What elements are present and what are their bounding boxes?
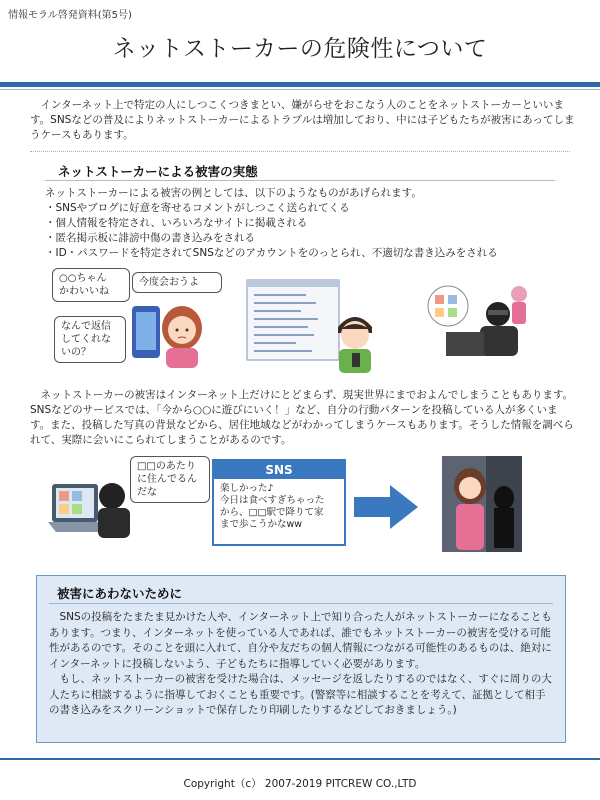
- speech-bubble-reply: [54, 316, 126, 363]
- prevention-box: [36, 575, 566, 743]
- sns-post-line: 今日は食べすぎちゃった: [220, 495, 325, 506]
- list-item: ・匿名掲示板に誹謗中傷の書き込みをされる: [45, 232, 255, 244]
- bubble-text: ○○ちゃん: [59, 273, 107, 284]
- sns-post-line: から、□□駅で降りて家: [220, 507, 324, 518]
- bubble-text: に住んでるん: [137, 474, 197, 485]
- sns-post-card: [212, 459, 346, 546]
- sns-post-line: 楽しかった♪: [220, 483, 274, 494]
- series-label: 情報モラル啓発資料(第5号): [8, 10, 132, 21]
- arrow-right-icon: [354, 485, 420, 529]
- section-heading-damage: ネットストーカーによる被害の実態: [58, 164, 258, 179]
- section-heading-underline: [45, 180, 555, 181]
- list-item: ・ID・パスワードを特定されてSNSなどのアカウントをのっとられ、不適切な書き込みをされる: [45, 247, 498, 259]
- bubble-text: □□のあたり: [137, 461, 196, 472]
- sns-label: SNS: [214, 461, 344, 479]
- footer-divider: [0, 758, 600, 760]
- bubble-text: してくれな: [61, 334, 111, 345]
- bubble-text: 今度会おうよ: [139, 277, 199, 288]
- prevention-paragraph: もし、ネットストーカーの被害を受けた場合は、メッセージを返したりするのではなく、すぐに周りの大人たちに相談するように指導しておくことも重要です。(警察等に相談することを考えて、証拠として相手の書き込みをスクリーンショットで保存したり印刷したりするなどしておきましょう。): [49, 673, 552, 716]
- bubble-text: だな: [137, 487, 157, 498]
- stalker-laptop-illustration: [48, 470, 134, 545]
- bubble-text: いの？: [61, 347, 91, 358]
- damage-list: [45, 186, 585, 261]
- sns-post-body: [214, 479, 344, 535]
- copyright: Copyright（c） 2007-2019 PITCREW CO.,LTD: [183, 778, 417, 790]
- girl-followed-illustration: [442, 456, 522, 552]
- bubble-text: なんで返信: [61, 321, 111, 332]
- girl-with-phone-illustration: [128, 290, 208, 370]
- prevention-heading: 被害にあわないために: [57, 586, 183, 601]
- prevention-heading-underline: [49, 603, 553, 604]
- page-title: ネットストーカーの危険性について: [112, 36, 488, 62]
- header-divider-thin: [0, 89, 600, 90]
- list-item: ・個人情報を特定され、いろいろなサイトに掲載される: [45, 217, 308, 229]
- stalker-at-computer-illustration: [418, 282, 538, 362]
- sns-post-line: まで歩こうかなww: [220, 519, 303, 530]
- damage-lead: ネットストーカーによる被害の例としては、以下のようなものがあげられます。: [45, 187, 422, 199]
- prevention-paragraph: SNSの投稿をたまたま見かけた人や、インターネット上で知り合った人がネットストーカーになることもあります。つまり、インターネットを使っている人であれば、誰でもネットストーカーの被害を受ける可能性があるのです。そのことを頭に入れて、自分や友だちの個人情報につながる可能性のあるものは、絶対にインターネットに投稿しないよう、子どもたちに指導していく必要があります。: [49, 611, 552, 670]
- computer-screen-illustration: [246, 279, 340, 361]
- prevention-body: [49, 610, 554, 719]
- speech-bubble-cute: [52, 268, 130, 302]
- intro-paragraph: インターネット上で特定の人にしつこくつきまとい、嫌がらせをおこなう人のことをネットストーカーといいます。SNSなどの普及によりネットストーカーによるトラブルは増加しており、中には子どもたちが被害にあってしまうケースもあります。: [30, 99, 575, 141]
- bubble-text: かわいいね: [59, 286, 109, 297]
- dotted-separator: [30, 151, 570, 152]
- real-world-paragraph: ネットストーカーの被害はインターネット上だけにとどまらず、現実世界にまでおよんでしまうこともあります。SNSなどのサービスでは、「今から○○に遊びにいく！」など、自分の行動パターンを投稿している人が多くいます。また、投稿した写真の背景などから、居住地域などがわかってしまうケースもあります。そうした情報を調べられて、実際に会いにこられてしまうことがあるのです。: [30, 389, 574, 446]
- boy-with-phone-illustration: [330, 305, 380, 373]
- list-item: ・SNSやブログに好意を寄せるコメントがしつこく送られてくる: [45, 202, 350, 214]
- speech-bubble-location: [130, 456, 210, 503]
- header-divider: [0, 82, 600, 87]
